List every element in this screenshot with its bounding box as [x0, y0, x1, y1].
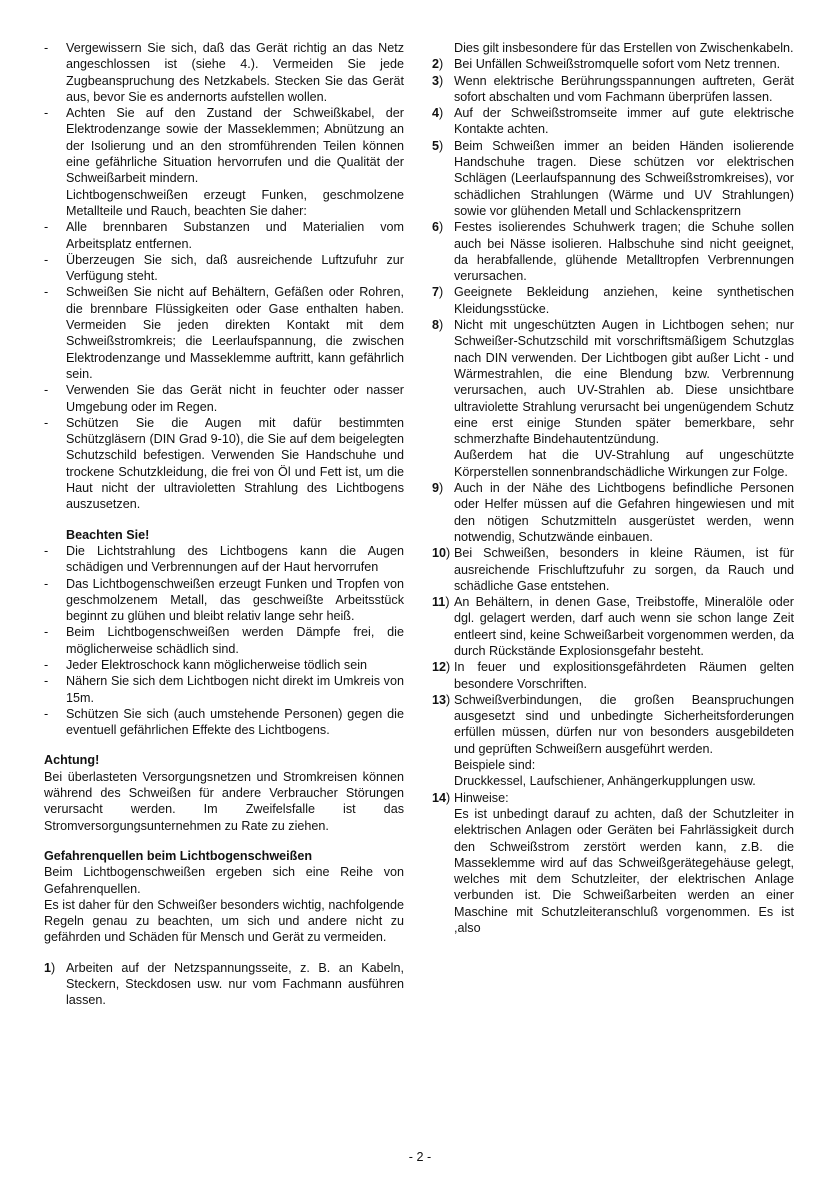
- rule-number: 12: [432, 660, 447, 675]
- gefahren-heading: Gefahrenquellen beim Lichtbogenschweißen: [44, 848, 313, 863]
- rule-text: Geeignete Bekleidung anziehen, keine synthetischen Kleidungsstücke.: [454, 285, 794, 316]
- list-item: - Vergewissern Sie sich, daß das Gerät richtig an das Netz angeschlossen ist (siehe 4.). Vermeiden Sie jede Zugbeanspruchung des Netzkabels. Stecken Sie das Gerät aus, bevor Sie es andernorts aufstellen wollen.: [44, 41, 404, 104]
- left-column: [44, 40, 404, 1009]
- rule-item-5: 5) Beim Schweißen immer an beiden Händen isolierende Handschuhe tragen. Diese schützen vor elektrischen Schlägen (Leerlaufspannung des Schweißstromkreises), vor schädlichen Strahlungen (Wärme und UV Strahlungen) sowie vor glühenden Metall und Schlackenspritzern: [432, 138, 794, 218]
- rule-text: Wenn elektrische Berührungsspannungen auftreten, Gerät sofort abschalten und vom Fachmann überprüfen lassen.: [454, 73, 794, 104]
- rule-item-11: 11) An Behältern, in denen Gase, Treibstoffe, Mineralöle oder dgl. gelagert werden, darf auch wenn sie schon lange Zeit entleert sind, keine Schweißarbeit vorgenommen werden, da durch Rückstände Explosionsgefahr besteht.: [432, 595, 794, 658]
- list-item: - Beim Lichtbogenschweißen werden Dämpfe frei, die möglicherweise schädlich sind.: [44, 625, 404, 656]
- list-item: - Schützen Sie sich (auch umstehende Personen) gegen die eventuell gefährlichen Effekte des Lichtbogens.: [44, 706, 404, 738]
- list-item: - Schweißen Sie nicht auf Behältern, Gefäßen oder Rohren, die brennbare Flüssigkeiten oder Gase enthalten haben. Vermeiden Sie jeden direkten Kontakt mit dem Schweißstromkreis; die Leerlaufspannung, die zwischen Elektrodenzange und Masseklemme auftritt, kann gefährlich sein.: [44, 285, 404, 381]
- rule-item-4: 4) Auf der Schweißstromseite immer auf gute elektrische Kontakte achten.: [432, 106, 794, 137]
- bullet-list-1: [44, 40, 404, 187]
- rule-text: Schweißverbindungen, die großen Beanspruchungen ausgesetzt sind und unbedingte Sicherheitsforderungen erfüllen müssen, dürfen nur von besonders ausgebildeten und geprüften Schweißern ausgeführt werden.: [454, 692, 794, 756]
- rule-list: [432, 56, 794, 936]
- rule-item-6: 6) Festes isolierendes Schuhwerk tragen; die Schuhe sollen auch bei Nässe isolieren. Halbschuhe sind nicht geeignet, da herabfallende, glühende Metalltropfen Verbrennungen verursachen.: [432, 220, 794, 284]
- rule-number: 2: [432, 57, 440, 72]
- page-number: - 2 -: [408, 1150, 432, 1164]
- rule-item-3: 3) Wenn elektrische Berührungsspannungen auftreten, Gerät sofort abschalten und vom Fachmann überprüfen lassen.: [432, 73, 794, 104]
- rule-extra: Beispiele sind:: [454, 758, 536, 773]
- right-column: [432, 40, 794, 936]
- rule-item-14: 14) Hinweise: Es ist unbedingt darauf zu achten, daß der Schutzleiter in elektrischen Anlagen oder Geräten bei Fahrlässigkeit durch den Schweißstrom zerstört werden kann, z.B. die Masseklemme wird auf das Schweißgerätegehäuse gelegt, welches mit dem Schutzleiter, der elektrischen Anlage verbunden ist. Die Schweißarbeiten werden an einer Maschine mit Schutzleiteranschluß vorgenommen. Es ist ,also: [432, 790, 794, 936]
- rule-number: 11: [432, 595, 446, 610]
- achtung-heading: Achtung!: [44, 753, 100, 768]
- list-item: - Nähern Sie sich dem Lichtbogen nicht direkt im Umkreis von 15m.: [44, 674, 404, 705]
- rule-text: Beim Schweißen immer an beiden Händen isolierende Handschuhe tragen. Diese schützen vor elektrischen Schlägen (Leerlaufspannung des Schweißstromkreises), vor schädlichen Strahlungen (Wärme und UV Strahlungen) sowie vor glühenden Metall und Schlackenspritzern: [454, 138, 794, 218]
- rule-text: Auf der Schweißstromseite immer auf gute elektrische Kontakte achten.: [454, 106, 794, 137]
- rule-text: Nicht mit ungeschützten Augen in Lichtbogen sehen; nur Schweißer-Schutzschild mit vorschriftsmäßigem Schutzglas nach DIN verwenden. Der Lichtbogen gibt außer Licht - und Wärmestrahlen, die eine Blendung bzw. Verbrennung verursachen, auch UV-Strahlen ab. Diese unsichtbare ultraviolette Strahlung verursacht bei ungenügendem Schutz eine erst einige Stunden später bemerkbare, sehr schmerzhafte Bindehautentzündung.: [454, 318, 794, 447]
- bullet-list-2: [44, 219, 404, 512]
- gefahren-text-2: Es ist daher für den Schweißer besonders wichtig, nachfolgende Regeln genau zu beachten, um sich und andere nicht zu gefährden und Schäden für Mensch und Gerät zu vermeiden.: [44, 897, 404, 945]
- list-item: - Die Lichtstrahlung des Lichtbogens kann die Augen schädigen und Verbrennungen auf der Haut hervorrufen: [44, 543, 404, 575]
- achtung-text: Bei überlasteten Versorgungsnetzen und Stromkreisen können während des Schweißen für andere Verbraucher Störungen verursacht werden. Im Zweifelsfalle ist das Stromversorgungsunternehmen zu Rate zu ziehen.: [44, 769, 404, 833]
- rule-text: Auch in der Nähe des Lichtbogens befindliche Personen oder Helfer müssen auf die Gefahren hingewiesen und mit den nötigen Schutzmitteln ausgerüstet werden, wenn notwendig, Schutzwände einbauen.: [454, 481, 794, 544]
- rule-extra2: Druckkessel, Laufschiener, Anhängerkupplungen usw.: [454, 774, 756, 789]
- rule-number: 7: [432, 285, 440, 300]
- list-item: - Alle brennbaren Substanzen und Materialien vom Arbeitsplatz entfernen.: [44, 220, 404, 251]
- rule-extra: Es ist unbedingt darauf zu achten, daß der Schutzleiter in elektrischen Anlagen oder Geräten bei Fahrlässigkeit durch den Schweißstrom zerstört werden kann, z.B. die Masseklemme wird auf das Schweißgerätegehäuse gelegt, welches mit dem Schutzleiter, der elektrischen Anlage verbunden ist. Die Schweißarbeiten werden an einer Maschine mit Schutzleiteranschluß vorgenommen. Es ist ,also: [454, 806, 794, 936]
- list-item: - Das Lichtbogenschweißen erzeugt Funken und Tropfen von geschmolzenem Metall, das geschweißte Arbeitsstück beginnt zu glühen und bleibt relativ lange sehr heiß.: [44, 576, 404, 624]
- list-item: - Verwenden Sie das Gerät nicht in feuchter oder nasser Umgebung oder im Regen.: [44, 383, 404, 414]
- rule-number: 1: [44, 960, 52, 975]
- beachten-heading: Beachten Sie!: [66, 527, 150, 542]
- rule-item-13: 13) Schweißverbindungen, die großen Beanspruchungen ausgesetzt sind und unbedingte Sicherheitsforderungen erfüllen müssen, dürfen nur von besonders ausgebildeten und geprüften Schweißern ausgeführt werden. Beispiele sind: Druckkessel, Laufschiener, Anhängerkupplungen usw.: [432, 692, 794, 789]
- rule-item-9: 9) Auch in der Nähe des Lichtbogens befindliche Personen oder Helfer müssen auf die Gefahren hingewiesen und mit den nötigen Schutzmitteln ausgerüstet werden, wenn notwendig, Schutzwände einbauen.: [432, 481, 794, 544]
- rule-text: Hinweise:: [454, 790, 509, 805]
- rule-item-1: 1) Arbeiten auf der Netzspannungsseite, z. B. an Kabeln, Steckern, Steckdosen usw. nur vom Fachmann ausführen lassen.: [44, 960, 404, 1008]
- rule-item-2: 2) Bei Unfällen Schweißstromquelle sofort vom Netz trennen.: [432, 57, 781, 72]
- rule-text: Festes isolierendes Schuhwerk tragen; die Schuhe sollen auch bei Nässe isolieren. Halbschuhe sind nicht geeignet, da herabfallende, glühende Metalltropfen Verbrennungen verursachen.: [454, 220, 794, 284]
- rule-text: An Behältern, in denen Gase, Treibstoffe, Mineralöle oder dgl. gelagert werden, darf auch wenn sie schon lange Zeit entleert sind, keine Schweißarbeit vorgenommen werden, da durch Rückstände Explosionsgefahr besteht.: [454, 595, 794, 658]
- rule-number: 5: [432, 138, 440, 153]
- rule-text: Bei Unfällen Schweißstromquelle sofort vom Netz trennen.: [454, 57, 781, 72]
- rule-number: 9: [432, 481, 440, 496]
- gefahren-text-1: Beim Lichtbogenschweißen ergeben sich eine Reihe von Gefahrenquellen.: [44, 865, 404, 896]
- rule-number: 10: [432, 546, 447, 561]
- rule-text: In feuer und explositionsgefährdeten Räumen gelten besondere Vorschriften.: [454, 660, 794, 691]
- rule-number: 14: [432, 790, 447, 805]
- rule-text: Arbeiten auf der Netzspannungsseite, z. B. an Kabeln, Steckern, Steckdosen usw. nur vom Fachmann ausführen lassen.: [66, 960, 404, 1008]
- bullet-list-3: [44, 543, 404, 739]
- list-item: - Überzeugen Sie sich, daß ausreichende Luftzufuhr zur Verfügung steht.: [44, 252, 404, 284]
- rule-number: 13: [432, 692, 447, 707]
- rule-number: 3: [432, 73, 440, 88]
- rule-extra: Außerdem hat die UV-Strahlung auf ungeschützte Körperstellen sonnenbrandschädliche Wirkungen zur Folge.: [454, 448, 794, 479]
- rule-item-12: 12) In feuer und explositionsgefährdeten Räumen gelten besondere Vorschriften.: [432, 660, 794, 691]
- rule-number: 4: [432, 106, 440, 121]
- rule-number: 6: [432, 220, 440, 235]
- list-item: - Jeder Elektroschock kann möglicherweise tödlich sein: [44, 657, 367, 672]
- rule-number: 8: [432, 318, 440, 333]
- intro-paragraph: Lichtbogenschweißen erzeugt Funken, geschmolzene Metallteile und Rauch, beachten Sie daher:: [66, 187, 404, 218]
- rule-text: Bei Schweißen, besonders in kleine Räumen, ist für ausreichende Frischluftzufuhr zu sorgen, da Rauch und schädliche Gase entstehen.: [454, 546, 794, 593]
- list-item: - Achten Sie auf den Zustand der Schweißkabel, der Elektrodenzange sowie der Masseklemmen; Abnützung an der Isolierung und an den stromführenden Teilen können eine gefährliche Situation hervorrufen und die Qualität der Schweißarbeit mindern.: [44, 106, 404, 186]
- rule-item-10: 10) Bei Schweißen, besonders in kleine Räumen, ist für ausreichende Frischluftzufuhr zu sorgen, da Rauch und schädliche Gase entstehen.: [432, 546, 794, 593]
- rule-item-8: 8) Nicht mit ungeschützten Augen in Lichtbogen sehen; nur Schweißer-Schutzschild mit vorschriftsmäßigem Schutzglas nach DIN verwenden. Der Lichtbogen gibt außer Licht - und Wärmestrahlen, die eine Blendung bzw. Verbrennung verursachen, auch UV-Strahlen ab. Diese unsichtbare ultraviolette Strahlung verursacht bei ungenügendem Schutz eine erst einige Stunden später bemerkbare, sehr schmerzhafte Bindehautentzündung. Außerdem hat die UV-Strahlung auf ungeschützte Körperstellen sonnenbrandschädliche Wirkungen zur Folge.: [432, 318, 794, 479]
- list-item: - Schützen Sie die Augen mit dafür bestimmten Schützgläsern (DIN Grad 9-10), die Sie auf dem beigelegten Schutzschild befestigen. Verwenden Sie Handschuhe und trockene Schutzkleidung, die frei von Öl und Fett ist, um die Haut nicht der ultravioletten Strahlung des Lichtbogens auszusetzen.: [44, 415, 404, 512]
- continuation-text: Dies gilt insbesondere für das Erstellen von Zwischenkabeln.: [454, 41, 794, 55]
- rule-item-7: 7) Geeignete Bekleidung anziehen, keine synthetischen Kleidungsstücke.: [432, 285, 794, 316]
